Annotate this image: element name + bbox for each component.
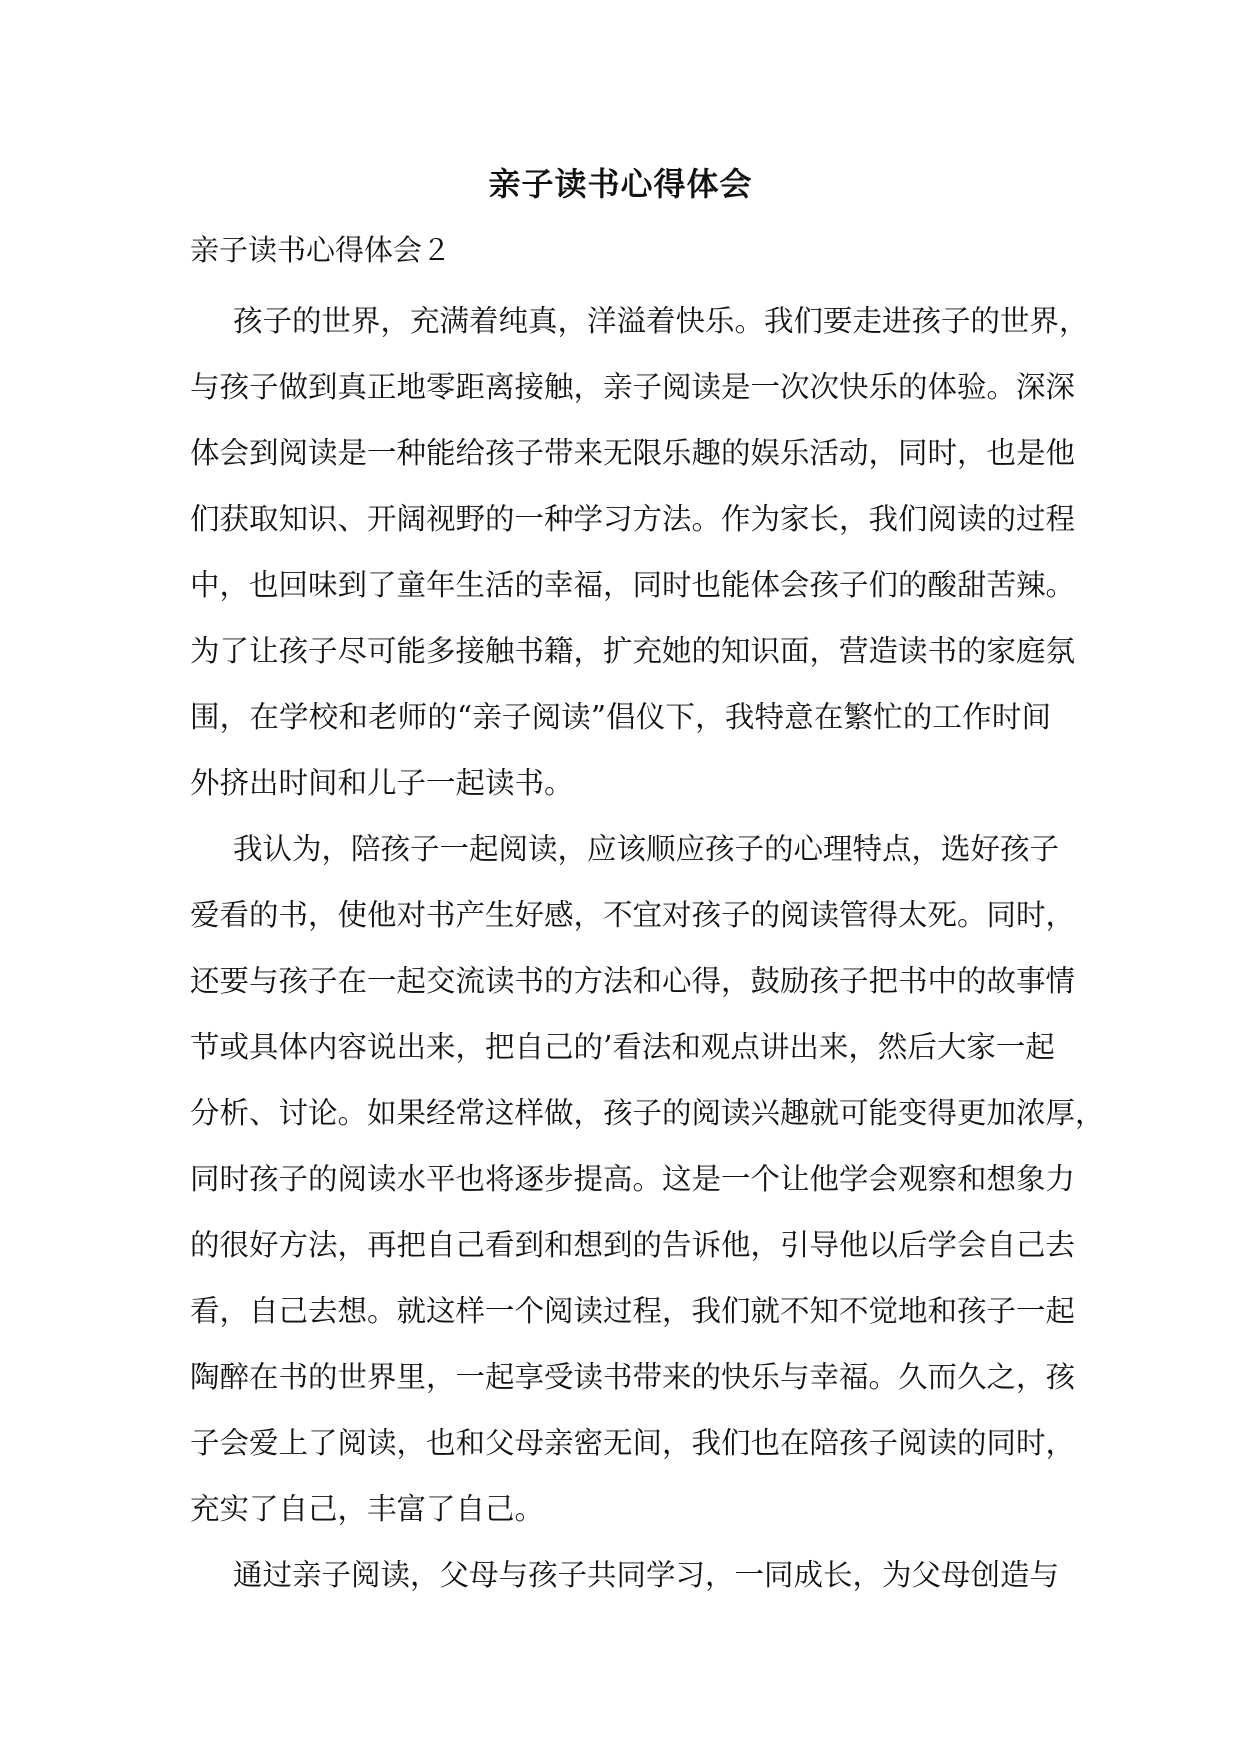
text-line: 孩子的世界，充满着纯真，洋溢着快乐。我们要走进孩子的世界，: [233, 304, 1089, 338]
text-line: 为了让孩子尽可能多接触书籍，扩充她的知识面，营造读书的家庭氛: [190, 634, 1076, 668]
text-line: 看，自己去想。就这样一个阅读过程，我们就不知不觉地和孩子一起: [190, 1294, 1076, 1328]
paragraph-2: [190, 816, 1105, 1542]
text-line: 还要与孩子在一起交流读书的方法和心得，鼓励孩子把书中的故事情: [190, 964, 1076, 998]
text-line: 节或具体内容说出来，把自己的’看法和观点讲出来，然后大家一起: [190, 1030, 1055, 1064]
text-line: 通过亲子阅读，父母与孩子共同学习，一同成长，为父母创造与: [233, 1558, 1060, 1592]
document-title: 亲子读书心得体会: [488, 165, 753, 203]
text-line: 体会到阅读是一种能给孩子带来无限乐趣的娱乐活动，同时，也是他: [190, 436, 1076, 470]
text-line: 同时孩子的阅读水平也将逐步提高。这是一个让他学会观察和想象力: [190, 1162, 1076, 1196]
paragraph-1: [190, 288, 1089, 816]
text-line: 爱看的书，使他对书产生好感，不宜对孩子的阅读管得太死。同时，: [190, 898, 1076, 932]
text-line: 子会爱上了阅读，也和父母亲密无间，我们也在陪孩子阅读的同时，: [190, 1426, 1076, 1460]
text-line: 与孩子做到真正地零距离接触，亲子阅读是一次次快乐的体验。深深: [190, 370, 1076, 404]
text-line: 围，在学校和老师的“亲子阅读”倡仪下，我特意在繁忙的工作时间: [190, 700, 1051, 734]
text-line: 分析、讨论。如果经常这样做，孩子的阅读兴趣就可能变得更加浓厚，: [190, 1096, 1105, 1130]
text-line: 们获取知识、开阔视野的一种学习方法。作为家长，我们阅读的过程: [190, 502, 1076, 536]
text-line: 充实了自己，丰富了自己。: [190, 1492, 545, 1526]
text-line: 中，也回味到了童年生活的幸福，同时也能体会孩子们的酸甜苦辣。: [190, 568, 1076, 602]
text-line: 的很好方法，再把自己看到和想到的告诉他，引导他以后学会自己去: [190, 1228, 1076, 1262]
text-line: 外挤出时间和儿子一起读书。: [190, 766, 574, 800]
paragraph-3: [190, 1542, 1060, 1608]
document-body: [190, 288, 1105, 1608]
document-subtitle: 亲子读书心得体会２: [190, 233, 452, 267]
text-line: 我认为，陪孩子一起阅读，应该顺应孩子的心理特点，选好孩子: [233, 832, 1060, 866]
text-line: 陶醉在书的世界里，一起享受读书带来的快乐与幸福。久而久之，孩: [190, 1360, 1076, 1394]
